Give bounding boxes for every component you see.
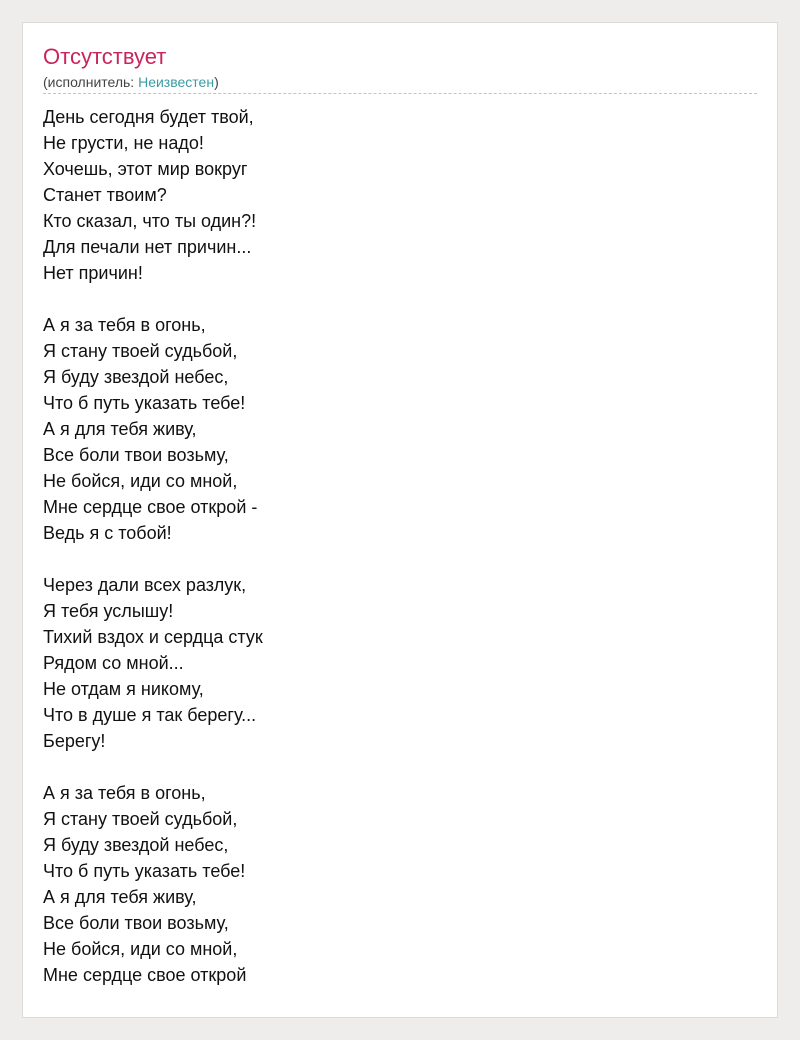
lyric-line: Не бойся, иди со мной, — [43, 471, 238, 491]
stanza-break — [43, 286, 743, 312]
lyric-line: Ведь я с тобой! — [43, 523, 172, 543]
lyric-line: Что в душе я так берегу... — [43, 705, 257, 725]
lyric-line: Не отдам я никому, — [43, 679, 204, 699]
lyric-line: Через дали всех разлук, — [43, 575, 247, 595]
lyric-line: Что б путь указать тебе! — [43, 393, 246, 413]
lyric-line: Не бойся, иди со мной, — [43, 939, 238, 959]
divider — [43, 93, 757, 94]
lyric-line: А я для тебя живу, — [43, 887, 197, 907]
lyrics-card — [22, 22, 778, 1018]
song-title: Отсутствует — [43, 44, 167, 69]
lyric-line: Я тебя услышу! — [43, 601, 174, 621]
lyric-line: Тихий вздох и сердца стук — [43, 627, 263, 647]
lyric-line: Что б путь указать тебе! — [43, 861, 246, 881]
lyric-line: Все боли твои возьму, — [43, 445, 229, 465]
lyric-line: Станет твоим? — [43, 185, 167, 205]
stanza-break — [43, 754, 743, 780]
artist-line — [43, 73, 219, 91]
artist-link[interactable]: Неизвестен — [138, 74, 215, 90]
lyric-line: Мне сердце свое открой - — [43, 497, 258, 517]
lyrics-text — [43, 104, 743, 988]
lyric-line: Хочешь, этот мир вокруг — [43, 159, 248, 179]
lyric-line: Я стану твоей судьбой, — [43, 341, 238, 361]
lyric-line: День сегодня будет твой, — [43, 107, 254, 127]
lyric-line: А я за тебя в огонь, — [43, 783, 206, 803]
artist-suffix: ) — [214, 74, 219, 90]
lyric-line: Рядом со мной... — [43, 653, 184, 673]
lyric-line: Не грусти, не надо! — [43, 133, 204, 153]
lyric-line: Берегу! — [43, 731, 106, 751]
lyric-line: Нет причин! — [43, 263, 143, 283]
lyric-line: Я стану твоей судьбой, — [43, 809, 238, 829]
stanza-break — [43, 546, 743, 572]
lyric-line: А я за тебя в огонь, — [43, 315, 206, 335]
lyric-line: Для печали нет причин... — [43, 237, 252, 257]
lyric-line: Все боли твои возьму, — [43, 913, 229, 933]
lyric-line: Мне сердце свое открой — [43, 965, 247, 985]
lyric-line: Кто сказал, что ты один?! — [43, 211, 257, 231]
lyric-line: А я для тебя живу, — [43, 419, 197, 439]
lyric-line: Я буду звездой небес, — [43, 367, 229, 387]
lyric-line: Я буду звездой небес, — [43, 835, 229, 855]
artist-prefix: (исполнитель: — [43, 74, 139, 90]
